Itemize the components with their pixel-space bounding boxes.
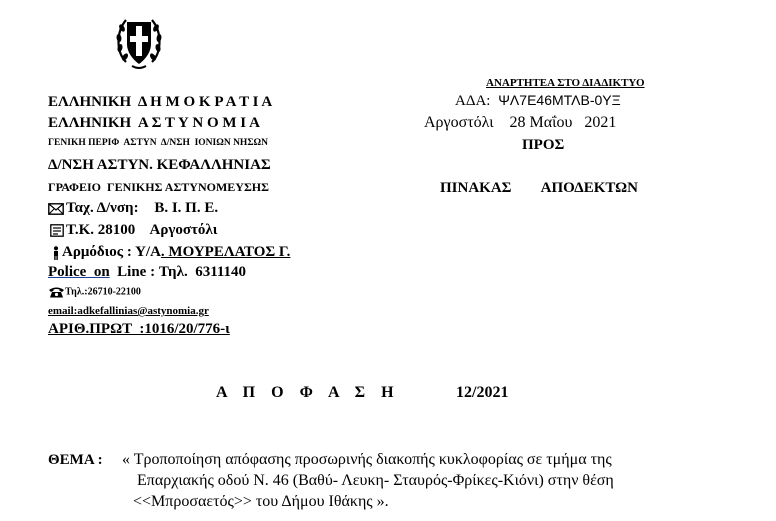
sender-line-office: ΓΡΑΦΕΙΟ ΓΕΝΙΚΗΣ ΑΣΤΥΝΟΜΕΥΣΗΣ bbox=[48, 180, 269, 194]
address-label: Ταχ. Δ/νση: bbox=[66, 200, 139, 216]
sender-line-republic: ΕΛΛΗΝΙΚΗ Δ Η Μ Ο Κ Ρ Α Τ Ι Α bbox=[48, 94, 273, 110]
pros-heading: ΠΡΟΣ bbox=[522, 137, 565, 153]
phone-row bbox=[48, 286, 141, 298]
subject-line-2: Επαρχιακής οδού Ν. 46 (Βαθύ- Λευκη- Σταυρός-Φρίκες-Κιόνι) στην θέση bbox=[137, 472, 614, 489]
ada-value: ΨΛ7Ε46ΜΤΛΒ-0ΥΞ bbox=[498, 92, 621, 108]
address-value: Β. Ι. Π. Ε. bbox=[154, 200, 219, 216]
police-online-phone: Line : Τηλ. 6311140 bbox=[109, 264, 247, 280]
police-online-row bbox=[48, 264, 246, 281]
postcode-row bbox=[50, 222, 217, 239]
telephone-icon bbox=[48, 286, 65, 298]
decision-title: Α Π Ο Φ Α Σ Η bbox=[216, 384, 394, 401]
ada-row bbox=[455, 92, 621, 110]
envelope-icon bbox=[48, 203, 64, 215]
coat-of-arms-emblem bbox=[112, 12, 166, 72]
sender-line-general-directorate: ΓΕΝΙΚΗ ΠΕΡΙΦ ΑΣΤΥΝ Δ/ΝΣΗ ΙΟΝΙΩΝ ΝΗΣΩΝ bbox=[48, 138, 268, 148]
responsible-label: Αρμόδιος : Υ/Α bbox=[62, 244, 161, 260]
posting-notice: ΑΝΑΡΤΗΤΕΑ ΣΤΟ ΔΙΑΔΙΚΤΥΟ bbox=[486, 77, 645, 89]
responsible-officer: . ΜΟΥΡΕΛΑΤΟΣ Γ. bbox=[160, 244, 291, 260]
recipients-table-heading: ΠΙΝΑΚΑΣ ΑΠΟΔΕΚΤΩΝ bbox=[440, 180, 638, 196]
subject-line-3: <<Μπροσαετός>> του Δήμου Ιθάκης ». bbox=[133, 493, 389, 510]
document-icon bbox=[50, 224, 64, 237]
address-row bbox=[48, 200, 218, 217]
responsible-row bbox=[52, 244, 290, 261]
place-date: Αργοστόλι 28 Μαΐου 2021 bbox=[424, 114, 617, 131]
postcode-value: Τ.Κ. 28100 Αργοστόλι bbox=[66, 222, 218, 238]
police-online-label: Police on bbox=[48, 264, 110, 280]
subject-line-1: « Τροποποίηση απόφασης προσωρινής διακοπής κυκλοφορίας σε τμήμα της bbox=[122, 451, 612, 468]
sender-line-directorate: Δ/ΝΣΗ ΑΣΤΥΝ. ΚΕΦΑΛΛΗΝΙΑΣ bbox=[48, 157, 271, 173]
sender-line-police: ΕΛΛΗΝΙΚΗ Α Σ Τ Υ Ν Ο Μ Ι Α bbox=[48, 115, 260, 131]
decision-number: 12/2021 bbox=[456, 384, 509, 401]
protocol-number: ΑΡΙΘ.ΠΡΩΤ :1016/20/776-ι bbox=[48, 321, 230, 337]
subject-label: ΘΕΜΑ : bbox=[48, 452, 103, 468]
ada-label: ΑΔΑ: bbox=[455, 93, 491, 109]
phone-value: Τηλ.:26710-22100 bbox=[65, 286, 141, 298]
email-address[interactable]: email:adkefallinias@astynomia.gr bbox=[48, 305, 209, 317]
person-icon bbox=[52, 246, 60, 260]
